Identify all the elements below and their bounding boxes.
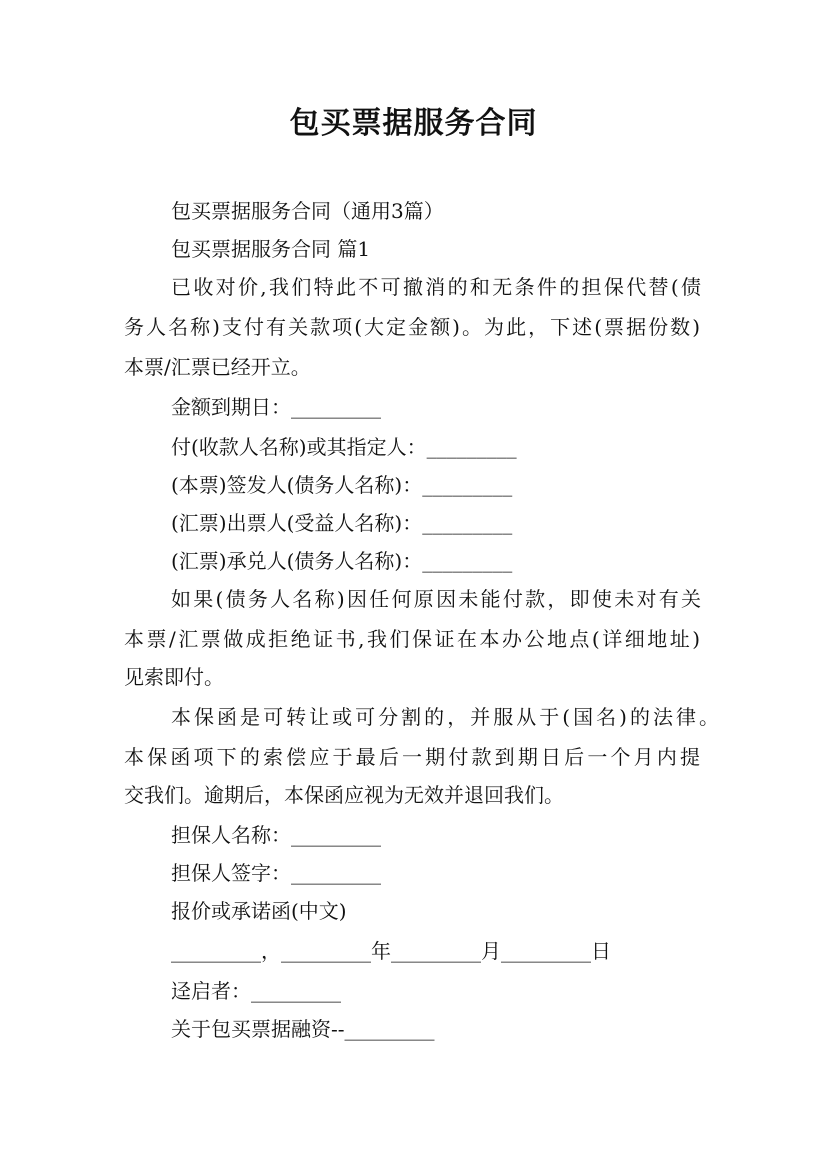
form-field-line: (汇票)承兑人(债务人名称)：_________ [171, 549, 513, 573]
paragraph-line: 务人名称)支付有关款项(大定金额)。为此，下述(票据份数) [124, 315, 700, 339]
section-heading: 报价或承诺函(中文) [171, 899, 347, 923]
form-field-line: (本票)签发人(债务人名称)：_________ [171, 473, 513, 497]
form-field-line: (汇票)出票人(受益人名称)：_________ [171, 511, 513, 535]
form-field-line: 关于包买票据融资--_________ [171, 1017, 435, 1041]
paragraph-line: 本票/汇票做成拒绝证书,我们保证在本办公地点(详细地址) [124, 627, 700, 651]
paragraph-line: 见索即付。 [124, 665, 224, 689]
paragraph-line: 如果(债务人名称)因任何原因未能付款，即使未对有关 [171, 587, 701, 611]
subtitle-line: 包买票据服务合同（通用3篇） [171, 199, 444, 223]
paragraph-line: 本保函项下的索偿应于最后一期付款到期日后一个月内提 [124, 745, 700, 769]
form-field-line: 担保人名称：_________ [171, 823, 381, 847]
form-field-line: 付(收款人名称)或其指定人：_________ [171, 435, 517, 459]
form-field-line: 金额到期日：_________ [171, 395, 381, 419]
paragraph-line: 本票/汇票已经开立。 [124, 355, 311, 379]
form-field-line: 迳启者：_________ [171, 979, 341, 1003]
date-line: _________，_________年_________月_________日 [171, 939, 611, 963]
document-title: 包买票据服务合同 [289, 106, 538, 141]
form-field-line: 担保人签字：_________ [171, 861, 381, 885]
paragraph-line: 本保函是可转让或可分割的，并服从于(国名)的法律。 [171, 705, 719, 729]
paragraph-line: 交我们。逾期后，本保函应视为无效并退回我们。 [124, 783, 564, 807]
paragraph-line: 已收对价,我们特此不可撤消的和无条件的担保代替(债 [171, 275, 701, 299]
section-heading: 包买票据服务合同 篇1 [171, 237, 371, 261]
